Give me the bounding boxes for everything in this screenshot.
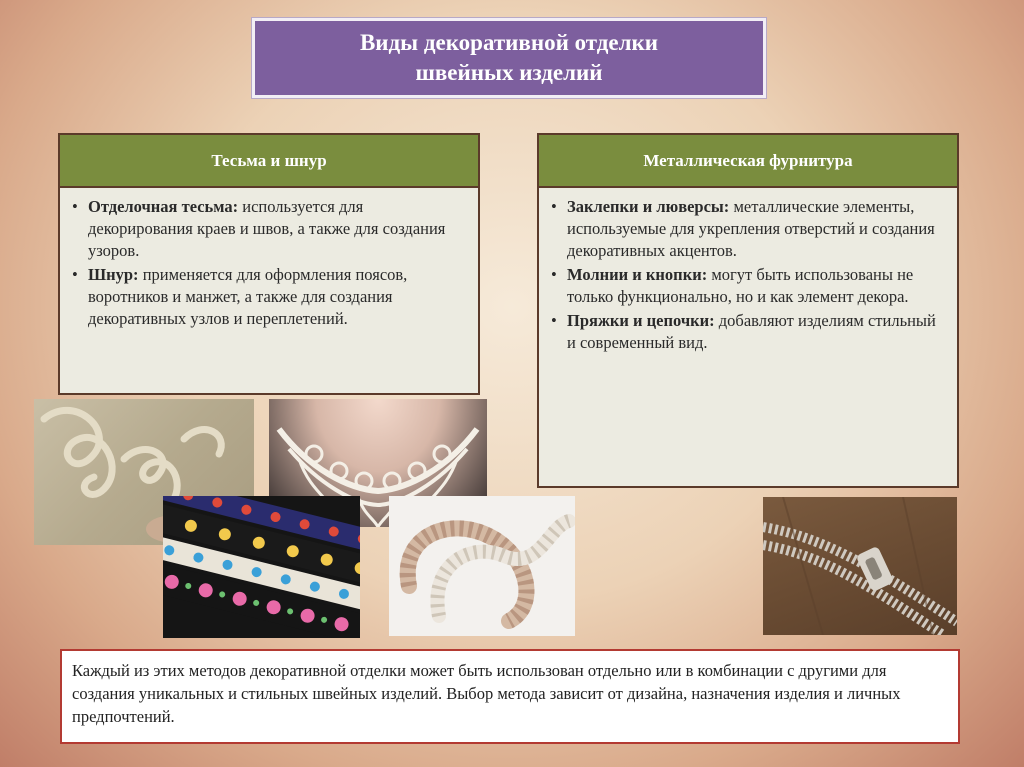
slide-title-line-2: швейных изделий bbox=[415, 60, 603, 85]
slide-title bbox=[252, 18, 766, 98]
bullet-icon: • bbox=[551, 265, 557, 284]
metal-hardware-heading: Металлическая фурнитура bbox=[539, 135, 957, 188]
list-item-text: могут быть использованы не только функционально, но и как элемент декора. bbox=[567, 265, 914, 306]
list-item-term: Шнур: bbox=[88, 265, 139, 284]
list-item-text: используется для декорирования краев и швов, а также для создания узоров. bbox=[88, 197, 446, 260]
bullet-icon: • bbox=[72, 197, 78, 216]
summary-text: Каждый из этих методов декоративной отделки может быть использован отдельно или в комбинации с другими для создания уникальных и стильных швейных изделий. Выбор метода зависит от дизайна, назначения изделия и личных предпочтений. bbox=[72, 661, 901, 726]
metal-hardware-list bbox=[539, 188, 957, 354]
list-item-text: металлические элементы, используемые для укрепления отверстий и создания декоративных акцентов. bbox=[567, 197, 935, 260]
embroidered-braid-photo bbox=[163, 496, 360, 638]
slide-title-line-1: Виды декоративной отделки bbox=[359, 30, 659, 55]
list-item bbox=[551, 196, 947, 262]
summary-box bbox=[60, 649, 960, 744]
list-item bbox=[551, 310, 947, 354]
braid-and-cord-heading: Тесьма и шнур bbox=[60, 135, 478, 188]
bullet-icon: • bbox=[72, 265, 78, 284]
list-item-text: применяется для оформления поясов, воротников и манжет, а также для создания декоративных узлов и переплетений. bbox=[88, 265, 408, 328]
bullet-icon: • bbox=[551, 197, 557, 216]
zipper-photo bbox=[763, 497, 957, 635]
twisted-cord-photo bbox=[389, 496, 575, 636]
list-item-term: Молнии и кнопки: bbox=[567, 265, 708, 284]
list-item bbox=[551, 264, 947, 308]
list-item bbox=[72, 196, 468, 262]
bullet-icon: • bbox=[551, 311, 557, 330]
list-item-term: Заклепки и люверсы: bbox=[567, 197, 730, 216]
braid-and-cord-list bbox=[60, 188, 478, 330]
list-item-text: добавляют изделиям стильный и современный вид. bbox=[567, 311, 936, 352]
list-item bbox=[72, 264, 468, 330]
list-item-term: Отделочная тесьма: bbox=[88, 197, 239, 216]
braid-and-cord-panel bbox=[58, 133, 480, 395]
list-item-term: Пряжки и цепочки: bbox=[567, 311, 715, 330]
metal-hardware-panel bbox=[537, 133, 959, 488]
